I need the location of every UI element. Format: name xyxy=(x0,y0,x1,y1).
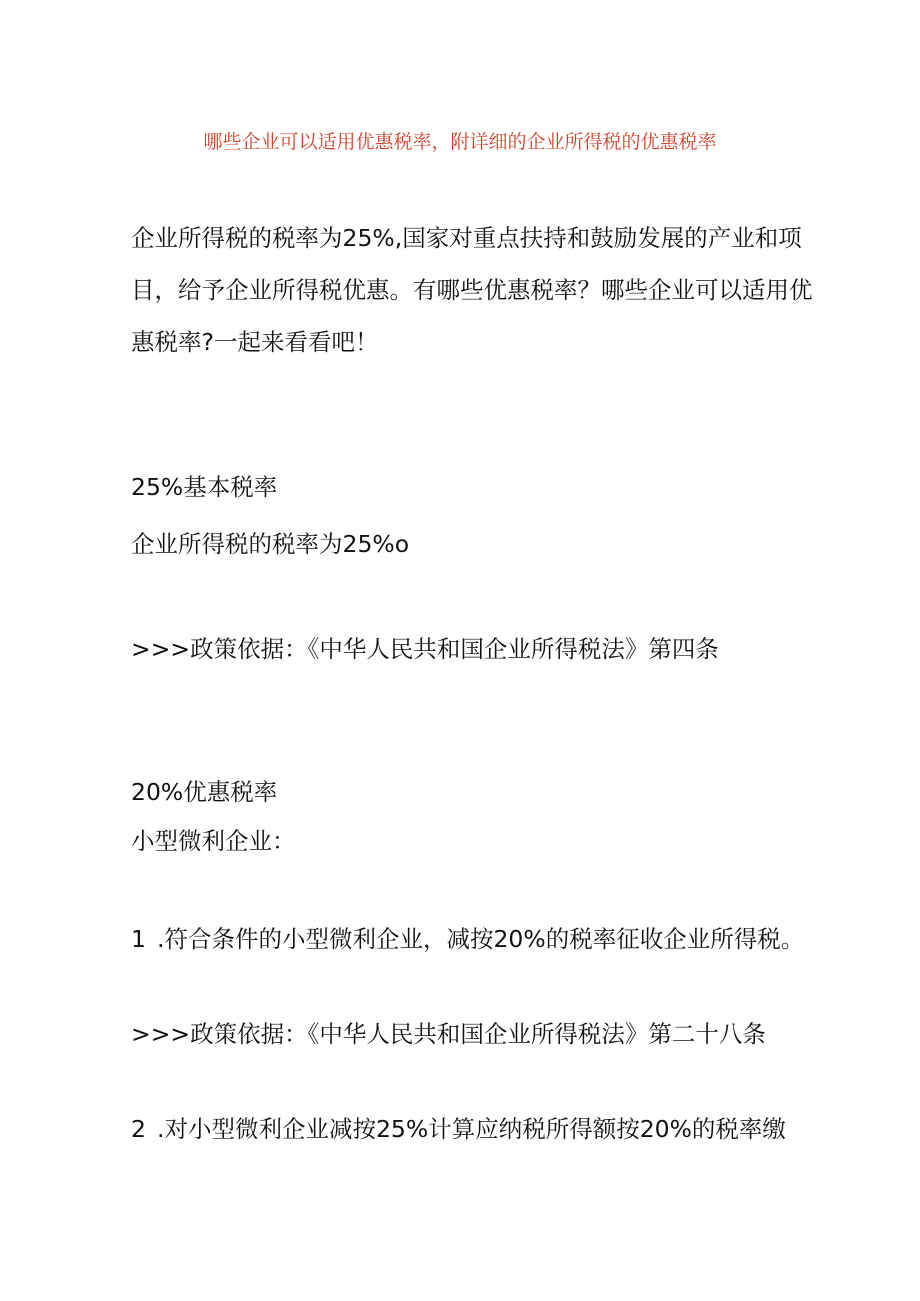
intro-paragraph xyxy=(131,212,811,368)
intro-line: 企业所得税的税率为25%,国家对重点扶持和鼓励发展的产业和项 xyxy=(131,224,802,252)
list-item-number: 2 xyxy=(131,1115,146,1143)
list-item-number: 1 xyxy=(131,925,146,953)
section-heading-basic-rate: 25%基本税率 xyxy=(131,473,278,501)
list-item-2 xyxy=(131,1112,786,1146)
section-heading-preferential-rate: 20%优惠税率 xyxy=(131,778,278,806)
list-item-text: .对小型微利企业减按25%计算应纳税所得额按20%的税率缴 xyxy=(157,1115,786,1143)
policy-basis-article-4: >>>政策依据：《中华人民共和国企业所得税法》第四条 xyxy=(131,635,719,663)
small-micro-enterprise-label: 小型微利企业： xyxy=(131,827,296,855)
intro-line: 惠税率?一起来看看吧！ xyxy=(131,328,379,356)
list-item-1 xyxy=(131,922,804,956)
intro-line: 目，给予企业所得税优惠。有哪些优惠税率？哪些企业可以适用优 xyxy=(131,276,813,304)
policy-basis-article-28: >>>政策依据：《中华人民共和国企业所得税法》第二十八条 xyxy=(131,1020,766,1048)
list-item-text: .符合条件的小型微利企业，减按20%的税率征收企业所得税。 xyxy=(157,925,805,953)
basic-rate-text: 企业所得税的税率为25%o xyxy=(131,530,410,558)
document-title: 哪些企业可以适用优惠税率，附详细的企业所得税的优惠税率 xyxy=(203,131,717,153)
